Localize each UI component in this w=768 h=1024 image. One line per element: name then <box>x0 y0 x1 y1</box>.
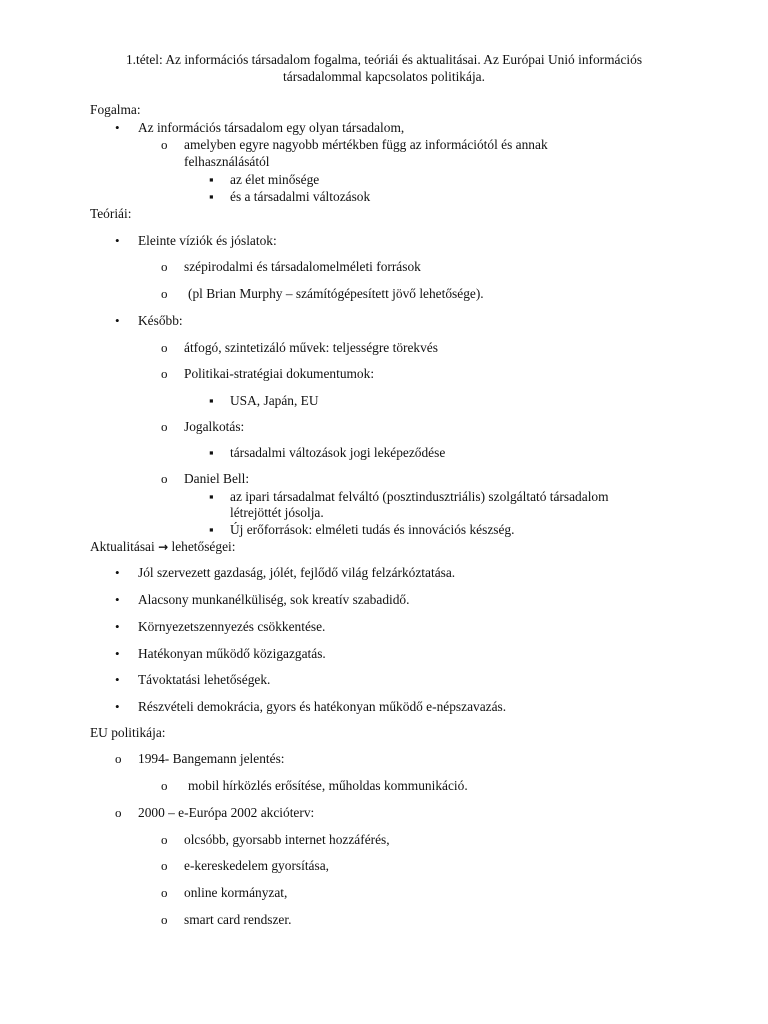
circle-bullet: o <box>115 805 122 820</box>
list-item: online kormányzat, <box>184 885 288 900</box>
section-heading-eu: EU politikája: <box>90 725 166 740</box>
list-item-continuation: felhasználásától <box>184 154 270 169</box>
section-heading-fogalma: Fogalma: <box>90 102 141 117</box>
arrow-right-icon: → <box>158 540 169 554</box>
heading-text: lehetőségei: <box>171 539 236 554</box>
list-item: átfogó, szintetizáló művek: teljességre törekvés <box>184 340 438 355</box>
circle-bullet: o <box>161 885 168 900</box>
disc-bullet: • <box>115 646 120 661</box>
list-item: (pl Brian Murphy – számítógépesített jövő lehetősége). <box>188 286 484 301</box>
list-item: 1994- Bangemann jelentés: <box>138 751 285 766</box>
circle-bullet: o <box>161 858 168 873</box>
disc-bullet: • <box>115 672 120 687</box>
list-item: 2000 – e-Európa 2002 akcióterv: <box>138 805 315 820</box>
list-item: amelyben egyre nagyobb mértékben függ az információtól és annak <box>184 137 548 152</box>
list-item: Környezetszennyezés csökkentése. <box>138 619 326 634</box>
list-item: Jogalkotás: <box>184 419 245 434</box>
list-item: Hatékonyan működő közigazgatás. <box>138 646 326 661</box>
circle-bullet: o <box>161 286 168 301</box>
disc-bullet: • <box>115 565 120 580</box>
list-item: Politikai-stratégiai dokumentumok: <box>184 366 375 381</box>
disc-bullet: • <box>115 313 120 328</box>
list-item: Eleinte víziók és jóslatok: <box>138 233 277 248</box>
list-item: smart card rendszer. <box>184 912 292 927</box>
square-bullet: ▪ <box>209 172 214 187</box>
disc-bullet: • <box>115 592 120 607</box>
list-item: Később: <box>138 313 183 328</box>
section-heading-teoriai: Teóriái: <box>90 206 132 221</box>
list-item: olcsóbb, gyorsabb internet hozzáférés, <box>184 832 390 847</box>
disc-bullet: • <box>115 699 120 714</box>
circle-bullet: o <box>161 137 168 152</box>
square-bullet: ▪ <box>209 489 214 504</box>
square-bullet: ▪ <box>209 189 214 204</box>
circle-bullet: o <box>161 340 168 355</box>
square-bullet: ▪ <box>209 445 214 460</box>
list-item: USA, Japán, EU <box>230 393 319 408</box>
circle-bullet: o <box>161 912 168 927</box>
list-item: az élet minősége <box>230 172 320 187</box>
circle-bullet: o <box>115 751 122 766</box>
square-bullet: ▪ <box>209 393 214 408</box>
circle-bullet: o <box>161 419 168 434</box>
list-item: társadalmi változások jogi leképeződése <box>230 445 446 460</box>
circle-bullet: o <box>161 366 168 381</box>
list-item: Az információs társadalom egy olyan társadalom, <box>138 120 405 135</box>
circle-bullet: o <box>161 259 168 274</box>
section-heading-aktualitasai <box>90 538 235 556</box>
list-item: Jól szervezett gazdaság, jólét, fejlődő világ felzárkóztatása. <box>138 565 456 580</box>
list-item: és a társadalmi változások <box>230 189 371 204</box>
list-item: Új erőforrások: elméleti tudás és innovációs készség. <box>230 522 515 537</box>
list-item: mobil hírközlés erősítése, műholdas kommunikáció. <box>188 778 468 793</box>
circle-bullet: o <box>161 778 168 793</box>
circle-bullet: o <box>161 832 168 847</box>
disc-bullet: • <box>115 233 120 248</box>
list-item: e-kereskedelem gyorsítása, <box>184 858 330 873</box>
disc-bullet: • <box>115 619 120 634</box>
document-title: 1.tétel: Az információs társadalom fogalma, teóriái és aktualitásai. Az Európai Unió információs társadalommal kapcsolatos politikája. <box>125 52 643 84</box>
disc-bullet: • <box>115 120 120 135</box>
circle-bullet: o <box>161 471 168 486</box>
square-bullet: ▪ <box>209 522 214 537</box>
list-item: Részvételi demokrácia, gyors és hatékonyan működő e-népszavazás. <box>138 699 507 714</box>
list-item: Távoktatási lehetőségek. <box>138 672 271 687</box>
list-item: az ipari társadalmat felváltó (posztindusztriális) szolgáltató társadalom <box>230 489 609 504</box>
list-item: Daniel Bell: <box>184 471 250 486</box>
heading-text: Aktualitásai <box>90 539 155 554</box>
list-item-continuation: létrejöttét jósolja. <box>230 505 324 520</box>
list-item: Alacsony munkanélküliség, sok kreatív szabadidő. <box>138 592 410 607</box>
list-item: szépirodalmi és társadalomelméleti források <box>184 259 421 274</box>
